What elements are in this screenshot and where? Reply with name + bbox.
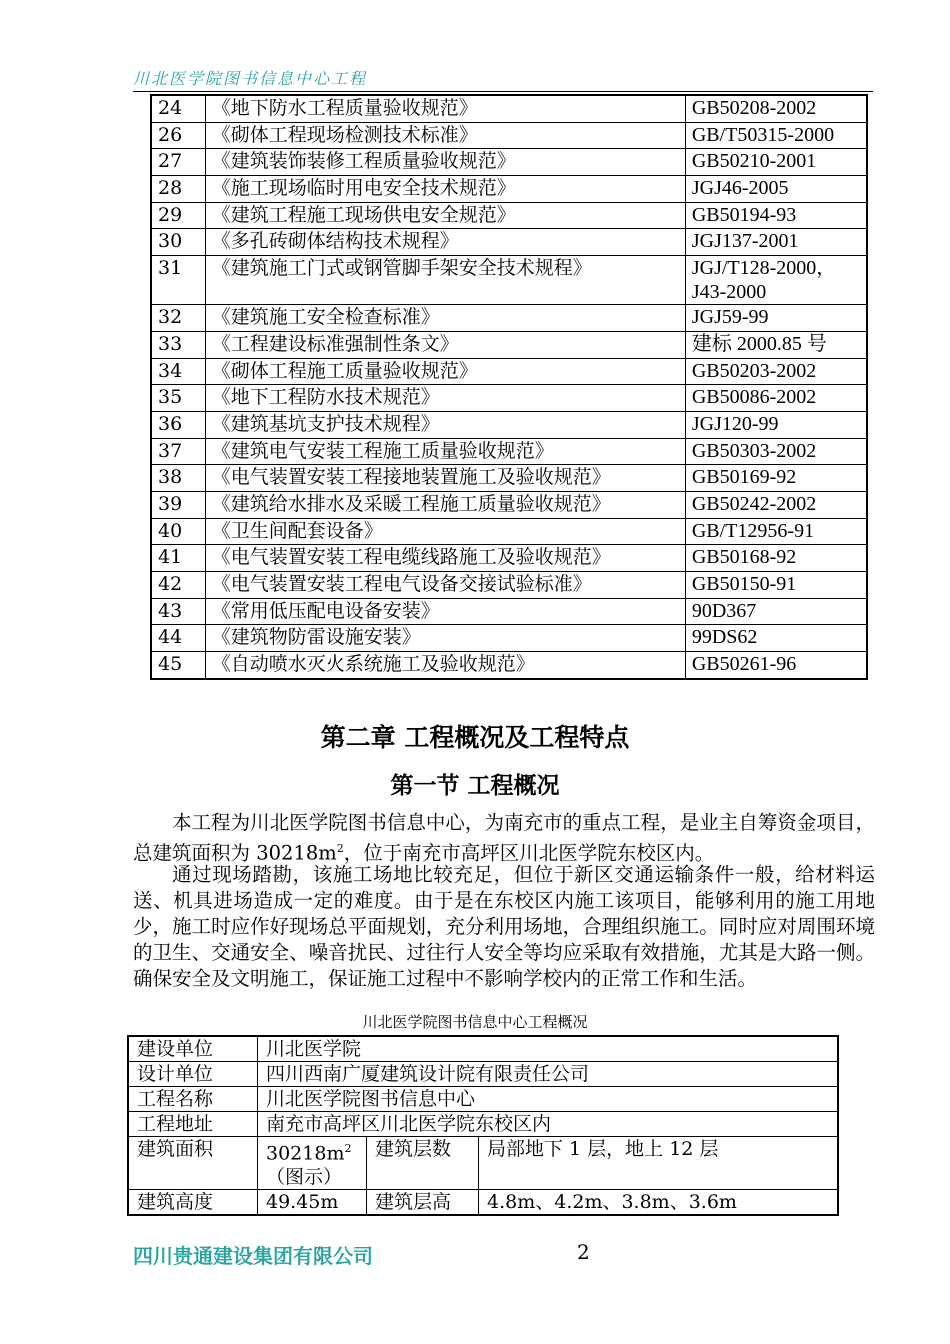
standard-name: 《多孔砖砌体结构技术规程》 [205, 229, 685, 256]
standard-name: 《建筑给水排水及采暖工程施工质量验收规范》 [205, 491, 685, 518]
standard-number: 26 [151, 122, 205, 149]
standard-code: JGJ59-99 [685, 305, 867, 332]
standard-name: 《电气装置安装工程接地装置施工及验收规范》 [205, 465, 685, 492]
standard-number: 45 [151, 652, 205, 679]
standard-row [151, 229, 867, 256]
standard-number: 35 [151, 385, 205, 412]
info-row-area [128, 1137, 838, 1190]
standard-row [151, 491, 867, 518]
standard-row [151, 625, 867, 652]
standard-code: GB50194-93 [685, 202, 867, 229]
standard-number: 33 [151, 331, 205, 358]
page-number: 2 [577, 1240, 590, 1264]
standard-name: 《地下工程防水技术规范》 [205, 385, 685, 412]
project-info-table [127, 1035, 839, 1216]
standard-code: 90D367 [685, 598, 867, 625]
footer-company: 四川贵通建设集团有限公司 [133, 1244, 373, 1268]
height-value: 49.45m [258, 1190, 367, 1216]
storey-height-value: 4.8m、4.2m、3.8m、3.6m [479, 1190, 839, 1216]
standard-row [151, 411, 867, 438]
standard-name: 《工程建设标准强制性条文》 [205, 331, 685, 358]
area-label: 建筑面积 [128, 1137, 258, 1190]
info-row [128, 1112, 838, 1137]
info-value: 四川西南广厦建筑设计院有限责任公司 [258, 1062, 839, 1087]
standard-name: 《施工现场临时用电安全技术规范》 [205, 176, 685, 203]
standard-row [151, 652, 867, 679]
standard-number: 41 [151, 545, 205, 572]
standard-row [151, 176, 867, 203]
standard-code: 建标 2000.85 号 [685, 331, 867, 358]
standard-number: 37 [151, 438, 205, 465]
page-header-title: 川北医学院图书信息中心工程 [133, 69, 368, 88]
standard-row [151, 518, 867, 545]
standard-code: GB/T12956-91 [685, 518, 867, 545]
standard-code: JGJ120-99 [685, 411, 867, 438]
standard-name: 《建筑施工安全检查标准》 [205, 305, 685, 332]
standard-number: 27 [151, 149, 205, 176]
standard-row [151, 545, 867, 572]
standard-name: 《电气装置安装工程电缆线路施工及验收规范》 [205, 545, 685, 572]
standard-code: GB50261-96 [685, 652, 867, 679]
standard-name: 《卫生间配套设备》 [205, 518, 685, 545]
standard-row [151, 256, 867, 305]
area-superscript: 2 [336, 842, 344, 855]
standard-row [151, 465, 867, 492]
info-table-caption: 川北医学院图书信息中心工程概况 [362, 1013, 588, 1031]
standard-name: 《电气装置安装工程电气设备交接试验标准》 [205, 572, 685, 599]
standard-row [151, 305, 867, 332]
info-row [128, 1062, 838, 1087]
standard-code: JGJ/T128-2000，J43-2000 [685, 256, 867, 305]
standard-code: GB50150-91 [685, 572, 867, 599]
info-label: 设计单位 [128, 1062, 258, 1087]
paragraph-intro [133, 810, 875, 867]
standard-number: 38 [151, 465, 205, 492]
standard-number: 30 [151, 229, 205, 256]
standard-row [151, 95, 867, 122]
standard-row [151, 438, 867, 465]
standard-code: GB50168-92 [685, 545, 867, 572]
standard-number: 40 [151, 518, 205, 545]
chapter-title: 第二章 工程概况及工程特点 [320, 723, 630, 752]
storey-height-label: 建筑层高 [367, 1190, 479, 1216]
info-value: 川北医学院 [258, 1036, 839, 1062]
paragraph-site: 通过现场踏勘，该施工场地比较充足，但位于新区交通运输条件一般，给材料运送、机具进场造成一定的难度。由于是在东校区内施工该项目，能够利用的施工用地少，施工时应作好现场总平面规划，充分利用场地，合理组织施工。同时应对周围环境的卫生、交通安全、噪音扰民、过往行人安全等均应采取有效措施，尤其是大路一侧。确保安全及文明施工，保证施工过程中不影响学校内的正常工作和生活。 [133, 863, 875, 990]
standard-name: 《砌体工程施工质量验收规范》 [205, 358, 685, 385]
standard-code: GB50203-2002 [685, 358, 867, 385]
standard-name: 《建筑电气安装工程施工质量验收规范》 [205, 438, 685, 465]
standard-code: 99DS62 [685, 625, 867, 652]
floors-label: 建筑层数 [367, 1137, 479, 1190]
standard-row [151, 149, 867, 176]
standard-number: 32 [151, 305, 205, 332]
standard-code: GB50210-2001 [685, 149, 867, 176]
standard-row [151, 122, 867, 149]
standard-number: 29 [151, 202, 205, 229]
standard-row [151, 331, 867, 358]
standard-code: GB50303-2002 [685, 438, 867, 465]
standard-name: 《建筑物防雷设施安装》 [205, 625, 685, 652]
area-note: （图示） [266, 1166, 343, 1189]
standard-code: JGJ137-2001 [685, 229, 867, 256]
standard-code: GB50242-2002 [685, 491, 867, 518]
info-row [128, 1087, 838, 1112]
standard-number: 28 [151, 176, 205, 203]
standard-number: 39 [151, 491, 205, 518]
standard-name: 《建筑装饰装修工程质量验收规范》 [205, 149, 685, 176]
standard-number: 24 [151, 95, 205, 122]
standard-code: GB50208-2002 [685, 95, 867, 122]
standard-row [151, 202, 867, 229]
standard-name: 《建筑施工门式或钢管脚手架安全技术规程》 [205, 256, 685, 305]
info-label: 工程名称 [128, 1087, 258, 1112]
standard-row [151, 598, 867, 625]
standards-table [150, 94, 868, 680]
standard-name: 《常用低压配电设备安装》 [205, 598, 685, 625]
standard-code: GB/T50315-2000 [685, 122, 867, 149]
standard-name: 《建筑工程施工现场供电安全规范》 [205, 202, 685, 229]
standard-row [151, 572, 867, 599]
standard-name: 《建筑基坑支护技术规程》 [205, 411, 685, 438]
standard-number: 43 [151, 598, 205, 625]
height-label: 建筑高度 [128, 1190, 258, 1216]
standard-number: 36 [151, 411, 205, 438]
standard-number: 42 [151, 572, 205, 599]
paragraph-intro-text: 本工程为川北医学院图书信息中心，为南充市的重点工程，是业主自筹资金项目，总建筑面积为 30218m [133, 811, 875, 865]
area-unit-sup: 2 [344, 1142, 352, 1155]
standard-number: 44 [151, 625, 205, 652]
info-label: 建设单位 [128, 1036, 258, 1062]
info-label: 工程地址 [128, 1112, 258, 1137]
standard-name: 《地下防水工程质量验收规范》 [205, 95, 685, 122]
section-title: 第一节 工程概况 [390, 772, 560, 799]
standard-row [151, 358, 867, 385]
area-value [258, 1137, 367, 1190]
standard-code: GB50169-92 [685, 465, 867, 492]
standard-name: 《砌体工程现场检测技术标准》 [205, 122, 685, 149]
standard-code: GB50086-2002 [685, 385, 867, 412]
paragraph-intro-tail: ，位于南充市高坪区川北医学院东校区内。 [343, 841, 715, 865]
info-value: 南充市高坪区川北医学院东校区内 [258, 1112, 839, 1137]
standard-number: 31 [151, 256, 205, 305]
standard-code: JGJ46-2005 [685, 176, 867, 203]
floors-value: 局部地下 1 层，地上 12 层 [479, 1137, 839, 1190]
info-value: 川北医学院图书信息中心 [258, 1087, 839, 1112]
standard-row [151, 385, 867, 412]
standard-number: 34 [151, 358, 205, 385]
header-rule [133, 91, 873, 92]
area-number: 30218m [266, 1142, 345, 1165]
info-row-height [128, 1190, 838, 1216]
info-row [128, 1036, 838, 1062]
standard-name: 《自动喷水灭火系统施工及验收规范》 [205, 652, 685, 679]
